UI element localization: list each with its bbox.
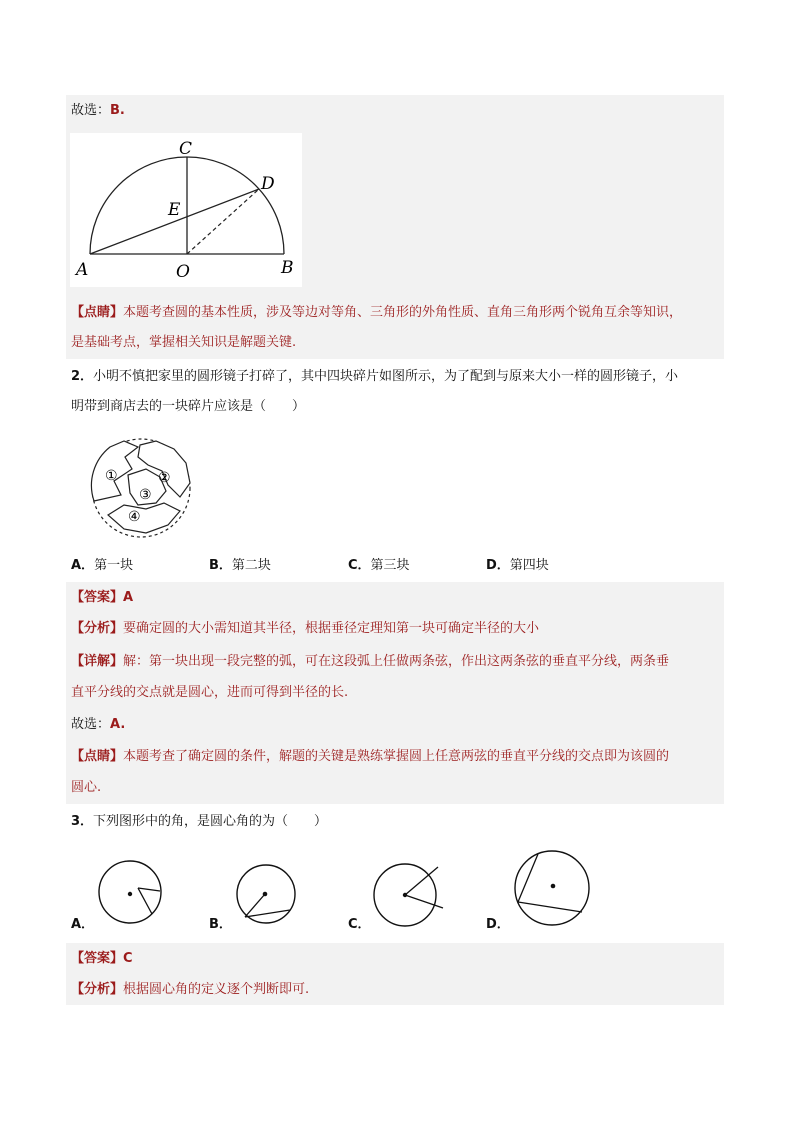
option-text: 第一块 <box>94 558 134 573</box>
choose-line-2 <box>71 712 723 738</box>
option-b-circle <box>232 862 298 928</box>
label-a: A <box>76 260 89 280</box>
piece-label-4: ④ <box>128 509 141 525</box>
choose-prefix: 故选： <box>71 717 111 732</box>
answer-value: A <box>123 590 134 605</box>
chord-ad <box>90 189 259 254</box>
piece-4 <box>108 503 180 533</box>
detail-label: 【详解】 <box>71 654 124 669</box>
answer-line-2 <box>71 585 723 611</box>
choose-answer: A. <box>110 717 126 732</box>
answer-line-3 <box>71 946 723 972</box>
answer-label: 【答案】 <box>71 951 124 966</box>
question-2-option-c[interactable] <box>348 556 410 576</box>
comment-line-2b: 圆心. <box>71 780 102 795</box>
detail-line-2b: 直平分线的交点就是圆心，进而可得到半径的长. <box>71 685 349 700</box>
question-3-text: 下列图形中的角，是圆心角的为（ ） <box>93 814 328 829</box>
broken-mirror-figure <box>88 433 198 543</box>
option-c-circle <box>370 858 450 934</box>
option-text: 第二块 <box>231 558 271 573</box>
option-text: 第三块 <box>370 558 410 573</box>
choose-line-1 <box>71 98 723 124</box>
question-2-line-2: 明带到商店去的一块碎片应该是（ ） <box>71 399 306 414</box>
question-3-line <box>71 809 723 835</box>
comment-label: 【点睛】 <box>71 305 124 320</box>
detail-line-2a <box>71 649 723 675</box>
option-a-circle <box>94 858 164 928</box>
question-2-option-d[interactable] <box>486 556 549 576</box>
question-2-option-a[interactable] <box>71 556 133 576</box>
label-e: E <box>168 200 181 220</box>
answer-value: C <box>123 951 133 966</box>
label-o: O <box>176 262 190 282</box>
comment-label: 【点睛】 <box>71 749 124 764</box>
analysis-label: 【分析】 <box>71 982 124 997</box>
analysis-text: 根据圆心角的定义逐个判断即可. <box>123 982 310 997</box>
option-label: D． <box>486 558 510 573</box>
question-2-number: 2． <box>71 369 94 384</box>
analysis-line-2 <box>71 616 723 642</box>
comment-line-2a <box>71 744 723 770</box>
segment-od-dashed <box>187 189 259 254</box>
analysis-line-3 <box>71 977 723 1003</box>
option-label: B． <box>209 558 232 573</box>
option-text: 第四块 <box>509 558 549 573</box>
comment-line-1a <box>71 300 723 326</box>
analysis-text: 要确定圆的大小需知道其半径，根据垂径定理知第一块可确定半径的大小 <box>123 621 540 636</box>
label-d: D <box>261 174 275 194</box>
question-3-option-d[interactable]: D． <box>486 917 510 932</box>
question-2-option-b[interactable] <box>209 556 271 576</box>
question-3-option-a[interactable]: A． <box>71 917 95 932</box>
comment-line-1b: 是基础考点，掌握相关知识是解题关键. <box>71 335 297 350</box>
question-3-number: 3． <box>71 814 94 829</box>
detail-text: 解：第一块出现一段完整的弧，可在这段弧上任做两条弦，作出这两条弦的垂直平分线，两条垂 <box>123 654 670 669</box>
choose-answer: B. <box>110 103 125 118</box>
comment-text: 本题考查圆的基本性质，涉及等边对等角、三角形的外角性质、直角三角形两个锐角互余等知识， <box>123 305 683 320</box>
option-d-circle <box>510 848 594 932</box>
comment-text: 本题考查了确定圆的条件，解题的关键是熟练掌握圆上任意两弦的垂直平分线的交点即为该圆的 <box>123 749 670 764</box>
question-3-option-b[interactable]: B． <box>209 917 232 932</box>
question-3-option-c[interactable]: C． <box>348 917 371 932</box>
label-b: B <box>281 258 294 278</box>
answer-label: 【答案】 <box>71 590 124 605</box>
piece-label-2: ② <box>158 470 171 486</box>
choose-prefix: 故选： <box>71 103 111 118</box>
label-c: C <box>179 139 193 159</box>
question-2-line-1 <box>71 364 723 390</box>
piece-label-1: ① <box>105 468 118 484</box>
piece-label-3: ③ <box>139 487 152 503</box>
option-label: A． <box>71 558 95 573</box>
question-2-text: 小明不慎把家里的圆形镜子打碎了，其中四块碎片如图所示，为了配到与原来大小一样的圆形镜子，小 <box>93 369 679 384</box>
analysis-label: 【分析】 <box>71 621 124 636</box>
semicircle-figure <box>70 133 302 287</box>
option-label: C． <box>348 558 371 573</box>
